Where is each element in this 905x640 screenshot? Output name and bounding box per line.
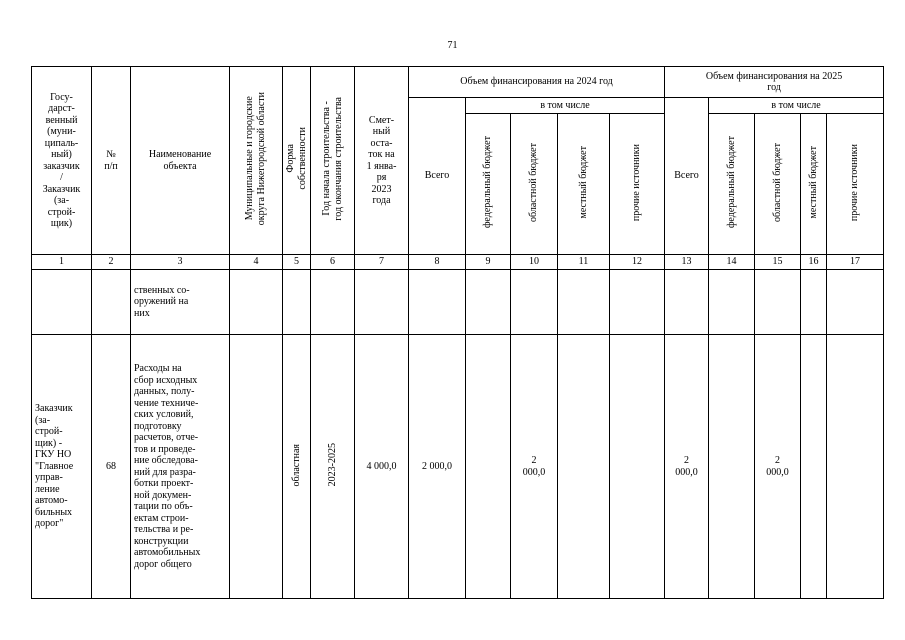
column-number: 6 xyxy=(311,255,355,270)
cell-years: 2023-2025 xyxy=(311,335,355,599)
cell-regional-2024 xyxy=(511,270,558,335)
cell-regional-2025 xyxy=(755,270,801,335)
column-number-row xyxy=(32,255,884,270)
cell-customer: Заказчик (за- строй- щик) - ГКУ НО "Главное управ- ление автомо- бильных дорог" xyxy=(32,335,92,599)
header-other-2024: прочие источники xyxy=(610,114,665,255)
column-number: 17 xyxy=(827,255,884,270)
column-number: 11 xyxy=(558,255,610,270)
table-row xyxy=(32,270,884,335)
cell-ownership xyxy=(283,270,311,335)
header-regional-2024: областной бюджет xyxy=(511,114,558,255)
header-total-2025: Всего xyxy=(665,98,709,255)
column-number: 7 xyxy=(355,255,409,270)
cell-local-2024 xyxy=(558,270,610,335)
header-district: Муниципальные и городские округа Нижегородской области xyxy=(230,67,283,255)
cell-federal-2024 xyxy=(466,335,511,599)
header-funding-2025: Объем финансирования на 2025 год xyxy=(665,67,884,98)
cell-regional-2025: 2 000,0 xyxy=(755,335,801,599)
cell-other-2025 xyxy=(827,270,884,335)
cell-district xyxy=(230,270,283,335)
cell-local-2025 xyxy=(801,270,827,335)
table-row xyxy=(32,335,884,599)
column-number: 1 xyxy=(32,255,92,270)
column-number: 2 xyxy=(92,255,131,270)
column-number: 16 xyxy=(801,255,827,270)
cell-federal-2025 xyxy=(709,270,755,335)
cell-local-2025 xyxy=(801,335,827,599)
cell-object-name: ственных со- оружений на них xyxy=(131,270,230,335)
cell-other-2025 xyxy=(827,335,884,599)
column-number: 3 xyxy=(131,255,230,270)
cell-object-name: Расходы на сбор исходных данных, полу- чение техниче- ских условий, подготовку расчетов, отче- тов и проведе- ние обследова- ний для разра- ботки проект- ной докумен- тации по объ- ектам строи- тельства и ре- конструкции автомобильных дорог общего xyxy=(131,335,230,599)
column-number: 12 xyxy=(610,255,665,270)
cell-number: 68 xyxy=(92,335,131,599)
header-including-2025: в том числе xyxy=(709,98,884,114)
header-other-2025: прочие источники xyxy=(827,114,884,255)
cell-regional-2024: 2 000,0 xyxy=(511,335,558,599)
cell-years xyxy=(311,270,355,335)
header-number: № п/п xyxy=(92,67,131,255)
column-number: 5 xyxy=(283,255,311,270)
header-object-name: Наименование объекта xyxy=(131,67,230,255)
cell-total-2024 xyxy=(409,270,466,335)
column-number: 9 xyxy=(466,255,511,270)
header-customer: Госу- дарст- венный (муни- ципаль- ный) заказчик / Заказчик (за- строй- щик) xyxy=(32,67,92,255)
column-number: 14 xyxy=(709,255,755,270)
header-federal-2025: федеральный бюджет xyxy=(709,114,755,255)
header-including-2024: в том числе xyxy=(466,98,665,114)
cell-federal-2024 xyxy=(466,270,511,335)
cell-district xyxy=(230,335,283,599)
cell-number xyxy=(92,270,131,335)
cell-total-2024: 2 000,0 xyxy=(409,335,466,599)
cell-estimate: 4 000,0 xyxy=(355,335,409,599)
cell-ownership: областная xyxy=(283,335,311,599)
cell-total-2025 xyxy=(665,270,709,335)
header-total-2024: Всего xyxy=(409,98,466,255)
column-number: 13 xyxy=(665,255,709,270)
cell-local-2024 xyxy=(558,335,610,599)
header-regional-2025: областной бюджет xyxy=(755,114,801,255)
cell-estimate xyxy=(355,270,409,335)
column-number: 10 xyxy=(511,255,558,270)
cell-federal-2025 xyxy=(709,335,755,599)
header-federal-2024: федеральный бюджет xyxy=(466,114,511,255)
cell-customer xyxy=(32,270,92,335)
page-number: 71 xyxy=(447,40,458,51)
header-ownership: Форма собственности xyxy=(283,67,311,255)
header-estimate: Смет- ный оста- ток на 1 янва- ря 2023 года xyxy=(355,67,409,255)
header-local-2025: местный бюджет xyxy=(801,114,827,255)
column-number: 8 xyxy=(409,255,466,270)
column-number: 15 xyxy=(755,255,801,270)
header-years: Год начала строительства - год окончания строительства xyxy=(311,67,355,255)
header-funding-2024: Объем финансирования на 2024 год xyxy=(409,67,665,98)
financing-table xyxy=(31,66,884,599)
cell-total-2025: 2 000,0 xyxy=(665,335,709,599)
column-number: 4 xyxy=(230,255,283,270)
cell-other-2024 xyxy=(610,335,665,599)
header-local-2024: местный бюджет xyxy=(558,114,610,255)
cell-other-2024 xyxy=(610,270,665,335)
